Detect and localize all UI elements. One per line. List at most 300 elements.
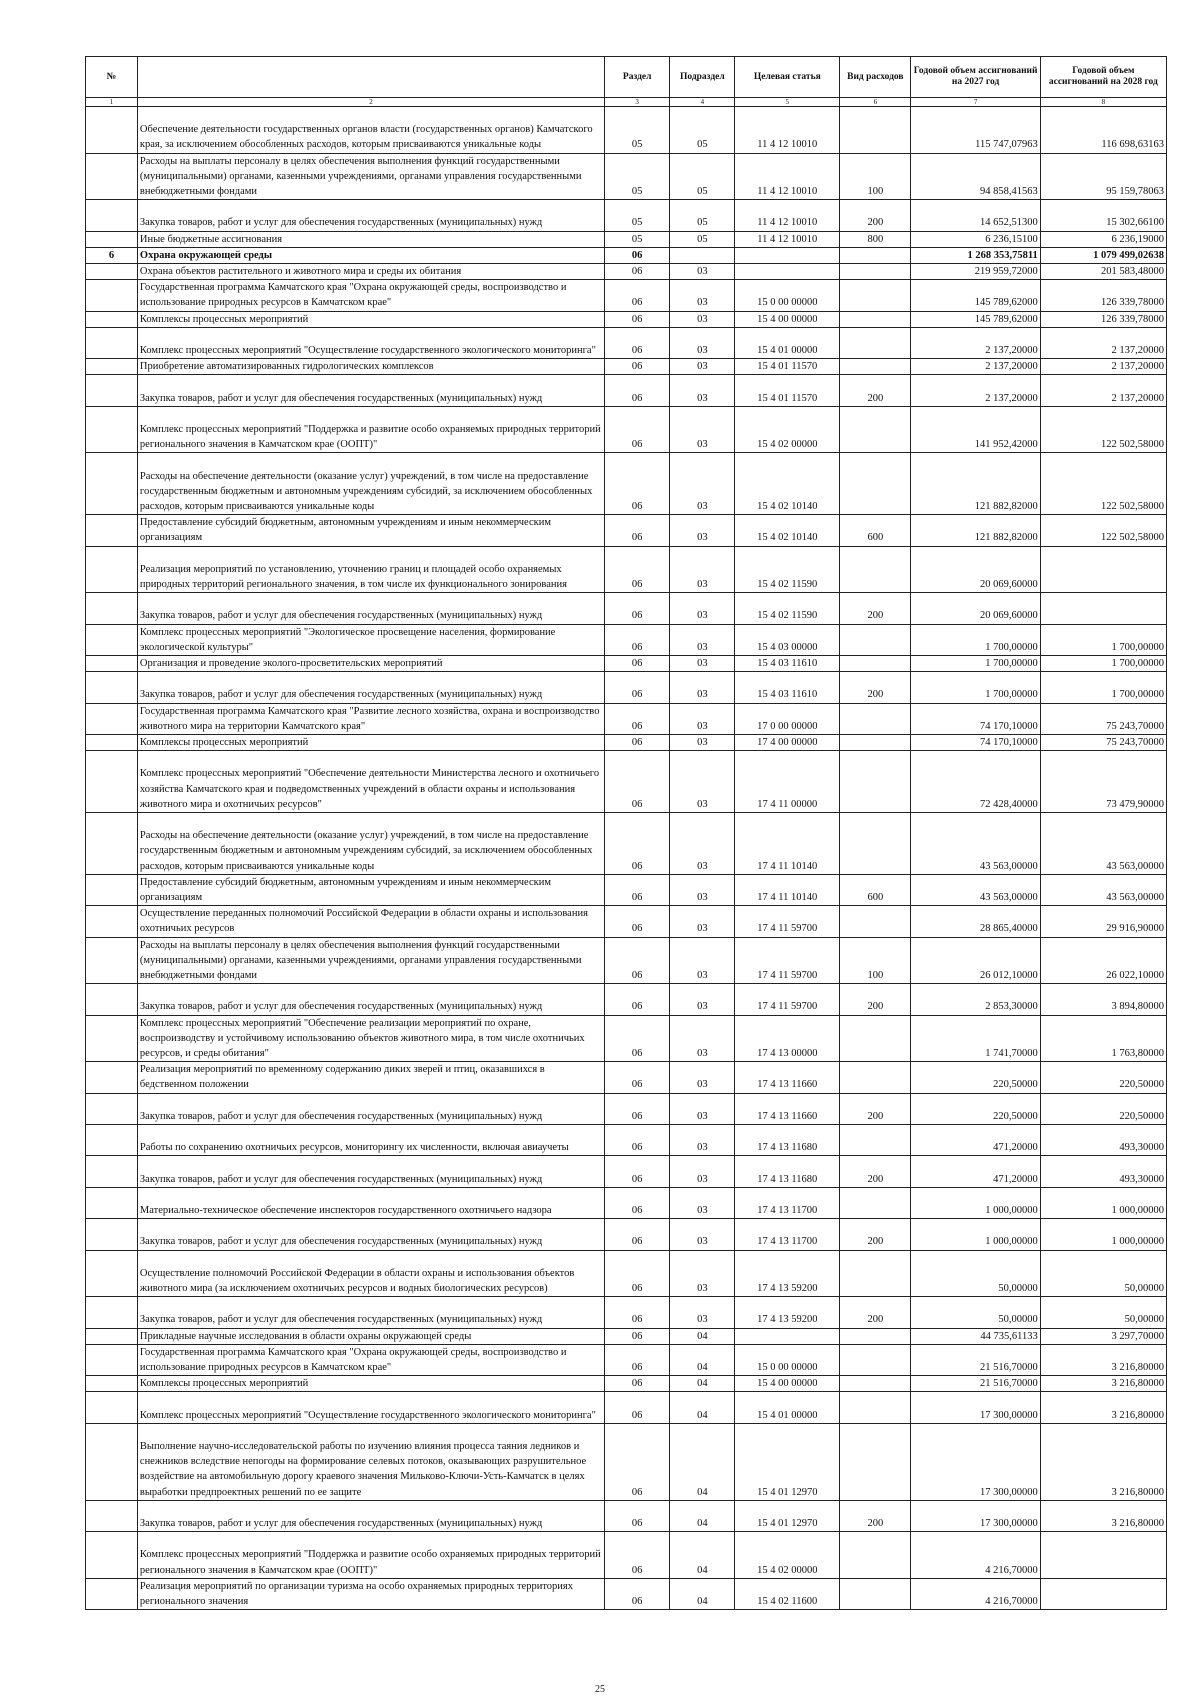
row-target-article: 15 4 01 12970 xyxy=(735,1500,840,1531)
row-amount-2028: 1 763,80000 xyxy=(1040,1015,1166,1062)
row-expense-type xyxy=(840,751,911,813)
row-subsection: 03 xyxy=(670,1187,735,1218)
table-row xyxy=(86,1156,1167,1187)
row-number xyxy=(86,703,138,734)
row-number xyxy=(86,1250,138,1297)
row-section: 06 xyxy=(605,406,670,453)
row-amount-2027: 43 563,00000 xyxy=(911,812,1040,874)
row-number xyxy=(86,515,138,546)
row-name: Комплекс процессных мероприятий "Обеспечение реализации мероприятий по охране, воспроизводству и устойчивому использованию объектов животного мира, в том числе охотничьих ресурсов, и среды обитания" xyxy=(137,1015,604,1062)
row-subsection: 03 xyxy=(670,1062,735,1093)
row-number xyxy=(86,1376,138,1392)
row-amount-2027: 21 516,70000 xyxy=(911,1344,1040,1375)
row-number xyxy=(86,359,138,375)
row-section: 06 xyxy=(605,1187,670,1218)
row-subsection: 03 xyxy=(670,311,735,327)
row-section: 06 xyxy=(605,264,670,280)
row-name: Предоставление субсидий бюджетным, автономным учреждениям и иным некоммерческим организациям xyxy=(137,874,604,905)
row-expense-type xyxy=(840,1344,911,1375)
row-amount-2028 xyxy=(1040,1578,1166,1609)
row-name: Государственная программа Камчатского края "Охрана окружающей среды, воспроизводство и использование природных ресурсов в Камчатском крае" xyxy=(137,1344,604,1375)
table-body xyxy=(86,107,1167,1610)
row-subsection: 04 xyxy=(670,1328,735,1344)
row-amount-2028: 75 243,70000 xyxy=(1040,734,1166,750)
row-section: 06 xyxy=(605,359,670,375)
row-expense-type: 600 xyxy=(840,515,911,546)
row-subsection: 03 xyxy=(670,812,735,874)
row-target-article: 15 4 00 00000 xyxy=(735,311,840,327)
row-name: Комплекс процессных мероприятий "Экологическое просвещение населения, формирование экологической культуры" xyxy=(137,624,604,655)
row-expense-type: 200 xyxy=(840,1297,911,1328)
row-subsection: 03 xyxy=(670,1250,735,1297)
row-subsection: 03 xyxy=(670,1125,735,1156)
row-name: Расходы на обеспечение деятельности (оказание услуг) учреждений, в том числе на предоставление государственным бюджетным и автономным учреждениям субсидий, за исключением обособленных расходов, которым присваиваются уникальные коды xyxy=(137,453,604,515)
table-row xyxy=(86,1125,1167,1156)
column-number: 7 xyxy=(911,98,1040,107)
row-subsection: 03 xyxy=(670,375,735,406)
row-subsection: 04 xyxy=(670,1392,735,1423)
column-number: 8 xyxy=(1040,98,1166,107)
row-amount-2027: 471,20000 xyxy=(911,1125,1040,1156)
table-row xyxy=(86,546,1167,593)
row-amount-2028: 43 563,00000 xyxy=(1040,874,1166,905)
row-amount-2027: 14 652,51300 xyxy=(911,200,1040,231)
table-row xyxy=(86,937,1167,984)
row-section: 06 xyxy=(605,327,670,358)
row-target-article: 15 4 01 12970 xyxy=(735,1423,840,1500)
row-number xyxy=(86,153,138,200)
row-amount-2027: 50,00000 xyxy=(911,1297,1040,1328)
row-subsection: 03 xyxy=(670,327,735,358)
table-row xyxy=(86,1578,1167,1609)
row-subsection: 05 xyxy=(670,231,735,247)
table-row xyxy=(86,1187,1167,1218)
row-subsection: 03 xyxy=(670,280,735,311)
column-number: 5 xyxy=(735,98,840,107)
row-number xyxy=(86,453,138,515)
row-target-article xyxy=(735,247,840,263)
table-row xyxy=(86,247,1167,263)
row-expense-type xyxy=(840,280,911,311)
row-amount-2027: 17 300,00000 xyxy=(911,1423,1040,1500)
row-amount-2028 xyxy=(1040,593,1166,624)
table-row xyxy=(86,1015,1167,1062)
row-amount-2028: 15 302,66100 xyxy=(1040,200,1166,231)
row-section: 06 xyxy=(605,311,670,327)
row-section: 06 xyxy=(605,1156,670,1187)
row-subsection: 03 xyxy=(670,1156,735,1187)
row-section: 06 xyxy=(605,1532,670,1579)
row-amount-2027: 94 858,41563 xyxy=(911,153,1040,200)
row-subsection: 03 xyxy=(670,655,735,671)
row-target-article: 17 4 13 59200 xyxy=(735,1297,840,1328)
column-number-row xyxy=(86,98,1167,107)
row-number xyxy=(86,734,138,750)
row-subsection: 04 xyxy=(670,1376,735,1392)
row-expense-type xyxy=(840,546,911,593)
row-amount-2027: 17 300,00000 xyxy=(911,1500,1040,1531)
row-section: 05 xyxy=(605,200,670,231)
row-number xyxy=(86,1500,138,1531)
row-number xyxy=(86,812,138,874)
row-number xyxy=(86,264,138,280)
row-subsection: 03 xyxy=(670,1093,735,1124)
row-name: Закупка товаров, работ и услуг для обеспечения государственных (муниципальных) нужд xyxy=(137,1500,604,1531)
row-name: Закупка товаров, работ и услуг для обеспечения государственных (муниципальных) нужд xyxy=(137,672,604,703)
row-number xyxy=(86,1532,138,1579)
table-row xyxy=(86,593,1167,624)
row-subsection: 03 xyxy=(670,734,735,750)
row-number xyxy=(86,1297,138,1328)
row-section: 06 xyxy=(605,655,670,671)
table-row xyxy=(86,1500,1167,1531)
table-row xyxy=(86,406,1167,453)
row-expense-type xyxy=(840,1015,911,1062)
row-expense-type xyxy=(840,1423,911,1500)
row-name: Закупка товаров, работ и услуг для обеспечения государственных (муниципальных) нужд xyxy=(137,984,604,1015)
row-section: 06 xyxy=(605,1328,670,1344)
row-name: Материально-техническое обеспечение инспекторов государственного охотничьего надзора xyxy=(137,1187,604,1218)
row-number xyxy=(86,546,138,593)
header-amount-2027: Годовой объем ассигнований на 2027 год xyxy=(911,57,1040,98)
row-target-article: 17 4 11 10140 xyxy=(735,812,840,874)
row-amount-2028: 1 700,00000 xyxy=(1040,624,1166,655)
row-section: 05 xyxy=(605,153,670,200)
header-subsection: Подраздел xyxy=(670,57,735,98)
row-expense-type xyxy=(840,1578,911,1609)
row-section: 06 xyxy=(605,751,670,813)
row-expense-type xyxy=(840,107,911,154)
table-row xyxy=(86,1376,1167,1392)
row-target-article: 11 4 12 10010 xyxy=(735,200,840,231)
row-section: 06 xyxy=(605,280,670,311)
table-row xyxy=(86,311,1167,327)
row-target-article: 17 4 11 10140 xyxy=(735,874,840,905)
row-number xyxy=(86,231,138,247)
row-number xyxy=(86,906,138,937)
budget-document xyxy=(85,56,1167,1610)
row-expense-type xyxy=(840,247,911,263)
row-amount-2027: 74 170,10000 xyxy=(911,734,1040,750)
table-row xyxy=(86,375,1167,406)
row-amount-2028: 493,30000 xyxy=(1040,1156,1166,1187)
row-amount-2028: 2 137,20000 xyxy=(1040,327,1166,358)
header-section: Раздел xyxy=(605,57,670,98)
row-target-article: 15 4 02 11600 xyxy=(735,1578,840,1609)
table-row xyxy=(86,751,1167,813)
row-amount-2028: 122 502,58000 xyxy=(1040,406,1166,453)
row-number xyxy=(86,1219,138,1250)
column-number: 4 xyxy=(670,98,735,107)
row-section: 06 xyxy=(605,1125,670,1156)
column-number: 6 xyxy=(840,98,911,107)
header-row xyxy=(86,57,1167,98)
row-section: 06 xyxy=(605,593,670,624)
row-amount-2028: 2 137,20000 xyxy=(1040,375,1166,406)
page-number: 25 xyxy=(595,1684,605,1695)
row-target-article: 17 4 13 11660 xyxy=(735,1093,840,1124)
row-section: 06 xyxy=(605,375,670,406)
row-subsection: 03 xyxy=(670,359,735,375)
row-name: Закупка товаров, работ и услуг для обеспечения государственных (муниципальных) нужд xyxy=(137,1093,604,1124)
row-name: Реализация мероприятий по установлению, уточнению границ и площадей особо охраняемых природных территорий регионального значения, в том числе их функционального зонирования xyxy=(137,546,604,593)
row-amount-2028: 201 583,48000 xyxy=(1040,264,1166,280)
row-name: Государственная программа Камчатского края "Развитие лесного хозяйства, охрана и воспроизводство животного мира на территории Камчатского края" xyxy=(137,703,604,734)
budget-table xyxy=(85,56,1167,1610)
row-name: Осуществление переданных полномочий Российской Федерации в области охраны и использования охотничьих ресурсов xyxy=(137,906,604,937)
row-number xyxy=(86,874,138,905)
row-expense-type: 800 xyxy=(840,231,911,247)
row-name: Закупка товаров, работ и услуг для обеспечения государственных (муниципальных) нужд xyxy=(137,593,604,624)
row-name: Реализация мероприятий по временному содержанию диких зверей и птиц, оказавшихся в бедственном положении xyxy=(137,1062,604,1093)
row-section: 06 xyxy=(605,247,670,263)
row-expense-type: 200 xyxy=(840,984,911,1015)
row-target-article: 15 4 02 10140 xyxy=(735,453,840,515)
row-number xyxy=(86,593,138,624)
row-expense-type xyxy=(840,655,911,671)
row-section: 06 xyxy=(605,624,670,655)
row-target-article: 17 4 00 00000 xyxy=(735,734,840,750)
row-subsection: 03 xyxy=(670,874,735,905)
row-expense-type xyxy=(840,734,911,750)
table-row xyxy=(86,107,1167,154)
row-section: 06 xyxy=(605,1376,670,1392)
row-name: Расходы на выплаты персоналу в целях обеспечения выполнения функций государственными (муниципальными) органами, казенными учреждениями, органами управления государственными внебюджетными фондами xyxy=(137,937,604,984)
row-subsection: 03 xyxy=(670,406,735,453)
row-name: Приобретение автоматизированных гидрологических комплексов xyxy=(137,359,604,375)
table-row xyxy=(86,906,1167,937)
row-amount-2028: 3 216,80000 xyxy=(1040,1392,1166,1423)
table-row xyxy=(86,874,1167,905)
row-amount-2027: 141 952,42000 xyxy=(911,406,1040,453)
row-amount-2027: 145 789,62000 xyxy=(911,280,1040,311)
row-name: Реализация мероприятий по организации туризма на особо охраняемых природных территориях регионального значения xyxy=(137,1578,604,1609)
row-amount-2028: 2 137,20000 xyxy=(1040,359,1166,375)
row-amount-2027: 2 137,20000 xyxy=(911,375,1040,406)
row-amount-2028: 3 216,80000 xyxy=(1040,1344,1166,1375)
header-expense-type: Вид расходов xyxy=(840,57,911,98)
row-target-article: 15 4 01 11570 xyxy=(735,375,840,406)
row-amount-2028: 1 700,00000 xyxy=(1040,655,1166,671)
row-amount-2028: 3 216,80000 xyxy=(1040,1500,1166,1531)
row-amount-2027: 1 700,00000 xyxy=(911,624,1040,655)
row-number xyxy=(86,311,138,327)
table-row xyxy=(86,280,1167,311)
row-section: 06 xyxy=(605,1062,670,1093)
row-amount-2028: 1 000,00000 xyxy=(1040,1187,1166,1218)
row-target-article: 15 4 02 00000 xyxy=(735,1532,840,1579)
row-amount-2027: 50,00000 xyxy=(911,1250,1040,1297)
row-target-article: 17 4 13 11680 xyxy=(735,1156,840,1187)
table-row xyxy=(86,624,1167,655)
table-row xyxy=(86,1423,1167,1500)
row-amount-2027: 2 137,20000 xyxy=(911,359,1040,375)
row-expense-type: 200 xyxy=(840,1093,911,1124)
row-section: 06 xyxy=(605,672,670,703)
row-name: Охрана объектов растительного и животного мира и среды их обитания xyxy=(137,264,604,280)
row-amount-2027: 17 300,00000 xyxy=(911,1392,1040,1423)
row-expense-type xyxy=(840,1392,911,1423)
row-amount-2028: 3 297,70000 xyxy=(1040,1328,1166,1344)
row-expense-type xyxy=(840,1532,911,1579)
row-expense-type: 200 xyxy=(840,1156,911,1187)
row-number xyxy=(86,200,138,231)
table-row xyxy=(86,200,1167,231)
row-amount-2028: 116 698,63163 xyxy=(1040,107,1166,154)
row-subsection: 05 xyxy=(670,153,735,200)
row-target-article: 17 4 13 11700 xyxy=(735,1187,840,1218)
row-amount-2027: 4 216,70000 xyxy=(911,1578,1040,1609)
row-name: Предоставление субсидий бюджетным, автономным учреждениям и иным некоммерческим организациям xyxy=(137,515,604,546)
row-expense-type: 200 xyxy=(840,200,911,231)
row-subsection: 03 xyxy=(670,264,735,280)
row-target-article: 17 4 13 11680 xyxy=(735,1125,840,1156)
row-number xyxy=(86,406,138,453)
row-target-article: 15 4 03 00000 xyxy=(735,624,840,655)
table-row xyxy=(86,1328,1167,1344)
row-target-article: 17 4 11 59700 xyxy=(735,906,840,937)
row-section: 06 xyxy=(605,515,670,546)
row-subsection: 04 xyxy=(670,1423,735,1500)
row-expense-type xyxy=(840,1250,911,1297)
row-expense-type xyxy=(840,406,911,453)
row-amount-2027: 220,50000 xyxy=(911,1093,1040,1124)
row-section: 06 xyxy=(605,1344,670,1375)
row-expense-type: 200 xyxy=(840,593,911,624)
row-subsection: 04 xyxy=(670,1500,735,1531)
table-row xyxy=(86,655,1167,671)
row-name: Организация и проведение эколого-просветительских мероприятий xyxy=(137,655,604,671)
row-amount-2027: 1 000,00000 xyxy=(911,1219,1040,1250)
row-section: 06 xyxy=(605,1500,670,1531)
row-subsection: 03 xyxy=(670,453,735,515)
row-number xyxy=(86,1187,138,1218)
row-expense-type xyxy=(840,311,911,327)
row-amount-2027: 1 700,00000 xyxy=(911,655,1040,671)
row-amount-2027: 121 882,82000 xyxy=(911,515,1040,546)
table-row xyxy=(86,1250,1167,1297)
row-target-article: 11 4 12 10010 xyxy=(735,231,840,247)
row-target-article: 17 0 00 00000 xyxy=(735,703,840,734)
row-number xyxy=(86,937,138,984)
row-amount-2028: 95 159,78063 xyxy=(1040,153,1166,200)
row-name: Иные бюджетные ассигнования xyxy=(137,231,604,247)
row-amount-2027: 219 959,72000 xyxy=(911,264,1040,280)
row-section: 06 xyxy=(605,703,670,734)
row-expense-type xyxy=(840,1328,911,1344)
row-amount-2027: 1 700,00000 xyxy=(911,672,1040,703)
row-number xyxy=(86,1578,138,1609)
row-name: Закупка товаров, работ и услуг для обеспечения государственных (муниципальных) нужд xyxy=(137,200,604,231)
row-subsection: 05 xyxy=(670,107,735,154)
row-section: 06 xyxy=(605,984,670,1015)
row-amount-2027: 121 882,82000 xyxy=(911,453,1040,515)
row-subsection: 03 xyxy=(670,1015,735,1062)
row-name: Расходы на обеспечение деятельности (оказание услуг) учреждений, в том числе на предоставление государственным бюджетным и автономным учреждениям субсидий, за исключением обособленных расходов, которым присваиваются уникальные коды xyxy=(137,812,604,874)
row-name: Государственная программа Камчатского края "Охрана окружающей среды, воспроизводство и использование природных ресурсов в Камчатском крае" xyxy=(137,280,604,311)
row-section: 06 xyxy=(605,906,670,937)
row-subsection: 03 xyxy=(670,593,735,624)
row-name: Комплекс процессных мероприятий "Поддержка и развитие особо охраняемых природных территорий регионального значения в Камчатском крае (ООПТ)" xyxy=(137,1532,604,1579)
row-expense-type xyxy=(840,1125,911,1156)
row-amount-2028: 1 700,00000 xyxy=(1040,672,1166,703)
row-subsection: 04 xyxy=(670,1532,735,1579)
row-amount-2028: 50,00000 xyxy=(1040,1297,1166,1328)
row-target-article: 15 4 01 11570 xyxy=(735,359,840,375)
row-expense-type xyxy=(840,1376,911,1392)
column-number: 3 xyxy=(605,98,670,107)
row-target-article: 15 4 02 00000 xyxy=(735,406,840,453)
row-target-article: 11 4 12 10010 xyxy=(735,153,840,200)
row-section: 06 xyxy=(605,734,670,750)
row-number xyxy=(86,751,138,813)
row-amount-2027: 220,50000 xyxy=(911,1062,1040,1093)
row-amount-2028: 6 236,19000 xyxy=(1040,231,1166,247)
row-amount-2027: 1 268 353,75811 xyxy=(911,247,1040,263)
row-name: Закупка товаров, работ и услуг для обеспечения государственных (муниципальных) нужд xyxy=(137,1219,604,1250)
row-subsection: 03 xyxy=(670,906,735,937)
row-amount-2027: 2 853,30000 xyxy=(911,984,1040,1015)
row-name: Закупка товаров, работ и услуг для обеспечения государственных (муниципальных) нужд xyxy=(137,1297,604,1328)
row-amount-2028: 1 079 499,02638 xyxy=(1040,247,1166,263)
row-amount-2028 xyxy=(1040,546,1166,593)
row-number xyxy=(86,1328,138,1344)
row-amount-2027: 6 236,15100 xyxy=(911,231,1040,247)
row-section: 06 xyxy=(605,937,670,984)
row-subsection: 03 xyxy=(670,1219,735,1250)
row-expense-type xyxy=(840,812,911,874)
row-amount-2027: 72 428,40000 xyxy=(911,751,1040,813)
row-amount-2028: 122 502,58000 xyxy=(1040,453,1166,515)
row-name: Комплексы процессных мероприятий xyxy=(137,1376,604,1392)
row-amount-2027: 43 563,00000 xyxy=(911,874,1040,905)
row-expense-type: 100 xyxy=(840,153,911,200)
row-name: Комплекс процессных мероприятий "Осуществление государственного экологического мониторинга" xyxy=(137,327,604,358)
row-expense-type xyxy=(840,359,911,375)
table-row xyxy=(86,1392,1167,1423)
row-amount-2028: 43 563,00000 xyxy=(1040,812,1166,874)
row-target-article: 15 4 02 11590 xyxy=(735,593,840,624)
row-name: Прикладные научные исследования в области охраны окружающей среды xyxy=(137,1328,604,1344)
table-row xyxy=(86,1062,1167,1093)
row-amount-2028: 220,50000 xyxy=(1040,1093,1166,1124)
row-subsection xyxy=(670,247,735,263)
row-target-article: 11 4 12 10010 xyxy=(735,107,840,154)
row-amount-2028: 3 894,80000 xyxy=(1040,984,1166,1015)
row-target-article: 17 4 13 00000 xyxy=(735,1015,840,1062)
row-number xyxy=(86,672,138,703)
table-row xyxy=(86,1093,1167,1124)
row-subsection: 04 xyxy=(670,1344,735,1375)
row-number xyxy=(86,375,138,406)
row-section: 06 xyxy=(605,1250,670,1297)
row-amount-2027: 115 747,07963 xyxy=(911,107,1040,154)
row-target-article: 17 4 13 11660 xyxy=(735,1062,840,1093)
header-name xyxy=(137,57,604,98)
row-amount-2027: 145 789,62000 xyxy=(911,311,1040,327)
row-amount-2028: 126 339,78000 xyxy=(1040,280,1166,311)
row-expense-type xyxy=(840,327,911,358)
row-number xyxy=(86,655,138,671)
row-subsection: 03 xyxy=(670,546,735,593)
row-expense-type: 200 xyxy=(840,1219,911,1250)
row-expense-type xyxy=(840,453,911,515)
row-section: 06 xyxy=(605,1015,670,1062)
row-number xyxy=(86,280,138,311)
row-expense-type xyxy=(840,906,911,937)
row-expense-type: 600 xyxy=(840,874,911,905)
table-row xyxy=(86,1344,1167,1375)
